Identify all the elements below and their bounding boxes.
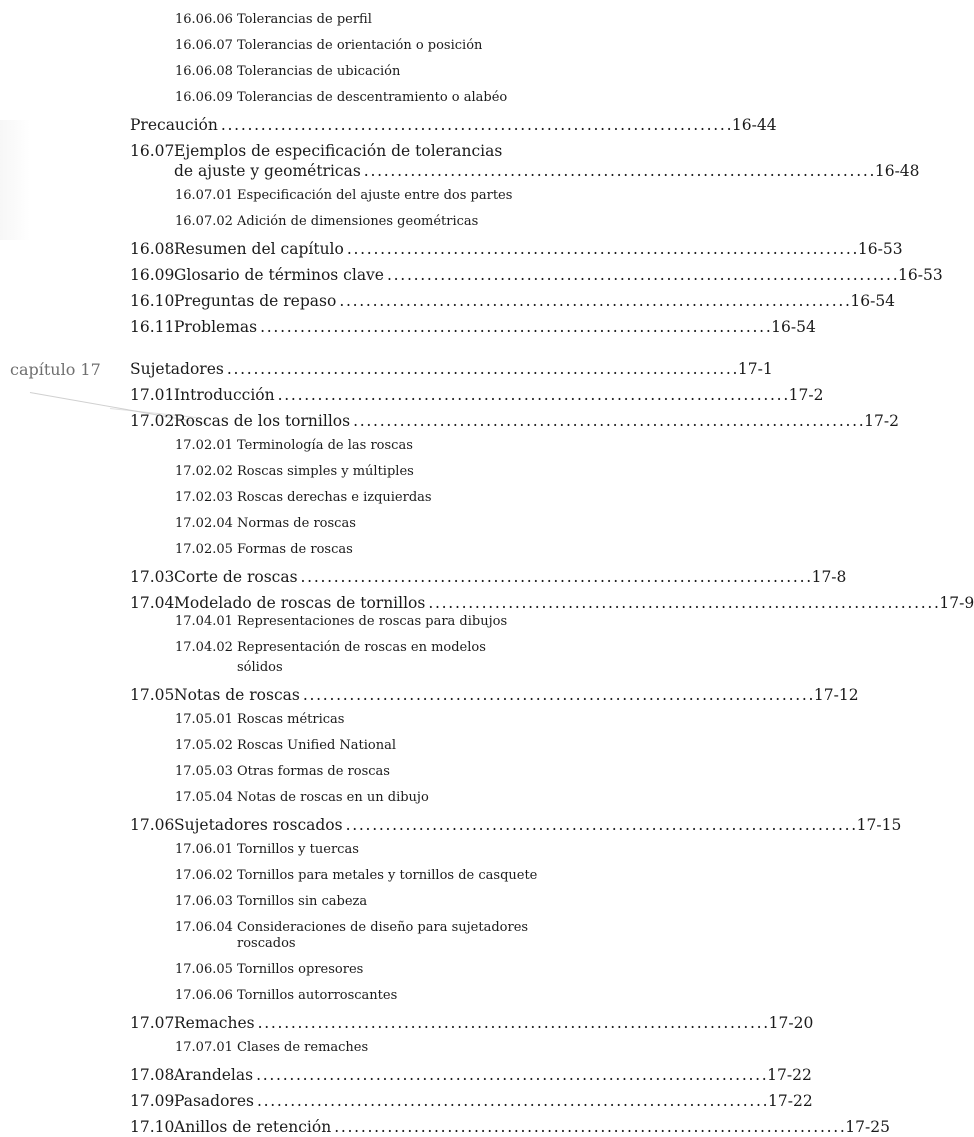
section-title-continuation <box>237 660 283 676</box>
toc-entry[interactable] <box>130 142 586 161</box>
continuation-text: roscados <box>237 936 296 951</box>
page-number: 17-15 <box>856 816 902 834</box>
section-title: Adición de dimensiones geométricas <box>237 214 479 229</box>
page-number: 16-48 <box>874 162 920 180</box>
section-number: 16.11 <box>130 318 175 336</box>
toc-entry[interactable] <box>130 1118 890 1137</box>
section-title: Consideraciones de diseño para sujetadores <box>237 920 529 935</box>
toc-subentry[interactable] <box>175 894 586 910</box>
toc-subentry[interactable] <box>175 90 586 106</box>
section-number: 17.01 <box>130 386 175 404</box>
section-title-continuation <box>174 162 920 181</box>
section-title: Sujetadores roscados <box>174 816 343 834</box>
dot-leader <box>221 116 730 135</box>
toc-subentry[interactable] <box>175 764 586 780</box>
section-number: 17.10 <box>130 1118 175 1136</box>
section-title: Arandelas <box>174 1066 254 1084</box>
toc-subentry[interactable] <box>175 188 586 204</box>
section-number: 17.02 <box>130 412 175 430</box>
section-number: 17.08 <box>130 1066 175 1084</box>
section-number: 17.06.03 <box>175 894 233 909</box>
section-title: Tolerancias de ubicación <box>237 64 401 79</box>
section-title: Representación de roscas en modelos <box>237 640 486 655</box>
section-title: Tornillos autorroscantes <box>237 988 398 1003</box>
section-number: 16.06.06 <box>175 12 233 27</box>
toc-subentry[interactable] <box>175 962 586 978</box>
page-number: 17-2 <box>864 412 899 430</box>
section-title: Resumen del capítulo <box>174 240 344 258</box>
toc-entry[interactable] <box>130 360 773 379</box>
section-title: Roscas Unified National <box>237 738 397 753</box>
page-number: 17-9 <box>939 594 974 612</box>
toc-subentry[interactable] <box>175 464 586 480</box>
page-number: 17-2 <box>788 386 824 404</box>
section-number: 17.05 <box>130 686 175 704</box>
section-title: Roscas derechas e izquierdas <box>237 490 432 505</box>
section-number: 17.07 <box>130 1014 175 1032</box>
toc-subentry[interactable] <box>175 712 586 728</box>
section-number: 16.07.02 <box>175 214 233 229</box>
dot-leader <box>364 162 873 181</box>
section-title: Ejemplos de especificación de tolerancias <box>174 142 503 160</box>
continuation-text: sólidos <box>237 660 283 675</box>
section-number: 16.09 <box>130 266 175 284</box>
section-title: Notas de roscas <box>174 686 300 704</box>
toc-subentry[interactable] <box>175 868 586 884</box>
dot-leader <box>256 1066 765 1085</box>
toc-entry[interactable] <box>130 568 847 587</box>
page-number: 17-22 <box>767 1066 812 1084</box>
toc-entry[interactable] <box>130 386 824 405</box>
section-title: Glosario de términos clave <box>174 266 384 284</box>
toc-subentry[interactable] <box>175 490 586 506</box>
toc-subentry[interactable] <box>175 516 586 532</box>
section-title: Introducción <box>174 386 275 404</box>
section-title: Sujetadores <box>130 360 224 378</box>
section-title: Pasadores <box>174 1092 254 1110</box>
dot-leader <box>346 816 855 835</box>
section-title: Precaución <box>130 116 218 134</box>
dot-leader <box>227 360 736 379</box>
page-number: 16-44 <box>731 116 777 134</box>
section-number: 16.06.08 <box>175 64 233 79</box>
page-number: 17-25 <box>845 1118 890 1136</box>
page-number: 17-12 <box>813 686 859 704</box>
page-number: 16-53 <box>898 266 943 284</box>
toc-entry[interactable] <box>130 1066 812 1085</box>
page-number: 17-20 <box>768 1014 814 1032</box>
toc-subentry[interactable] <box>175 214 586 230</box>
page-number: 17-1 <box>737 360 773 378</box>
section-number: 17.06.04 <box>175 920 233 935</box>
dot-leader <box>347 240 856 259</box>
toc-subentry[interactable] <box>175 12 586 28</box>
section-title: Anillos de retención <box>174 1118 332 1136</box>
toc-subentry[interactable] <box>175 438 586 454</box>
section-number: 17.02.03 <box>175 490 233 505</box>
section-number: 17.04.01 <box>175 614 233 629</box>
toc-subentry[interactable] <box>175 614 586 630</box>
toc-subentry[interactable] <box>175 920 586 936</box>
toc-entry[interactable] <box>130 240 903 259</box>
toc-entry[interactable] <box>130 1014 814 1033</box>
section-title: Terminología de las roscas <box>237 438 413 453</box>
section-title: Tolerancias de perfil <box>237 12 372 27</box>
dot-leader <box>257 1092 766 1111</box>
section-title: Roscas simples y múltiples <box>237 464 414 479</box>
toc-subentry[interactable] <box>175 64 586 80</box>
section-number: 17.02.01 <box>175 438 233 453</box>
toc-entry[interactable] <box>130 412 899 431</box>
section-title: Corte de roscas <box>174 568 298 586</box>
toc-subentry[interactable] <box>175 640 586 656</box>
dot-leader <box>258 1014 767 1033</box>
section-number: 16.10 <box>130 292 175 310</box>
toc-entry[interactable] <box>130 116 777 135</box>
section-title-continuation <box>237 936 296 952</box>
toc-entry[interactable] <box>130 1092 813 1111</box>
page-number: 16-54 <box>771 318 816 336</box>
page-number: 16-54 <box>850 292 896 310</box>
scan-smudge <box>0 120 30 240</box>
dot-leader <box>278 386 787 405</box>
section-title: Modelado de roscas de tornillos <box>174 594 426 612</box>
section-number: 17.06.06 <box>175 988 233 1003</box>
section-title: Roscas de los tornillos <box>174 412 351 430</box>
toc-entry[interactable] <box>130 686 859 705</box>
section-number: 17.09 <box>130 1092 175 1110</box>
dot-leader <box>334 1118 843 1137</box>
page-number: 17-8 <box>811 568 847 586</box>
section-title: Tornillos opresores <box>237 962 364 977</box>
section-title: Tornillos para metales y tornillos de casquete <box>237 868 538 883</box>
section-number: 17.02.04 <box>175 516 233 531</box>
section-title: Formas de roscas <box>237 542 353 557</box>
section-number: 17.05.02 <box>175 738 233 753</box>
section-number: 17.05.01 <box>175 712 233 727</box>
toc-subentry[interactable] <box>175 842 586 858</box>
dot-leader <box>301 568 810 587</box>
dot-leader <box>260 318 769 337</box>
section-title: Otras formas de roscas <box>237 764 390 779</box>
toc-entry[interactable] <box>130 266 943 285</box>
section-number: 17.04 <box>130 594 175 612</box>
section-title: Normas de roscas <box>237 516 356 531</box>
dot-leader <box>303 686 812 705</box>
section-number: 16.07.01 <box>175 188 233 203</box>
section-number: 17.02.05 <box>175 542 233 557</box>
toc-entry[interactable] <box>130 594 974 613</box>
section-title: Representaciones de roscas para dibujos <box>237 614 508 629</box>
section-number: 17.06.02 <box>175 868 233 883</box>
page-number: 16-53 <box>857 240 903 258</box>
toc-entry[interactable] <box>130 292 896 311</box>
section-title: Tornillos sin cabeza <box>237 894 368 909</box>
section-title: Notas de roscas en un dibujo <box>237 790 429 805</box>
section-title: Roscas métricas <box>237 712 345 727</box>
dot-leader <box>387 266 896 285</box>
section-number: 17.05.03 <box>175 764 233 779</box>
section-title: Especificación del ajuste entre dos partes <box>237 188 513 203</box>
dot-leader <box>428 594 937 613</box>
section-number: 17.02.02 <box>175 464 233 479</box>
section-number: 17.05.04 <box>175 790 233 805</box>
section-title: Preguntas de repaso <box>174 292 337 310</box>
section-number: 16.06.09 <box>175 90 233 105</box>
toc-entry[interactable] <box>130 816 902 835</box>
toc-subentry[interactable] <box>175 790 586 806</box>
section-number: 17.07.01 <box>175 1040 233 1055</box>
toc-subentry[interactable] <box>175 38 586 54</box>
section-title: Problemas <box>174 318 258 336</box>
toc-subentry[interactable] <box>175 542 586 558</box>
dot-leader <box>353 412 862 431</box>
section-title: Remaches <box>174 1014 255 1032</box>
section-number: 16.06.07 <box>175 38 233 53</box>
continuation-text: de ajuste y geométricas <box>174 162 361 180</box>
toc-subentry[interactable] <box>175 738 586 754</box>
toc-subentry[interactable] <box>175 988 586 1004</box>
toc-subentry[interactable] <box>175 1040 586 1056</box>
section-title: Clases de remaches <box>237 1040 369 1055</box>
section-number: 16.07 <box>130 142 175 160</box>
section-number: 17.06 <box>130 816 175 834</box>
section-number: 17.06.05 <box>175 962 233 977</box>
section-number: 16.08 <box>130 240 175 258</box>
section-title: Tornillos y tuercas <box>237 842 359 857</box>
chapter-label: capítulo 17 <box>10 360 101 379</box>
section-number: 17.04.02 <box>175 640 233 655</box>
toc-entry[interactable] <box>130 318 816 337</box>
section-title: Tolerancias de descentramiento o alabéo <box>237 90 508 105</box>
section-title: Tolerancias de orientación o posición <box>237 38 483 53</box>
section-number: 17.06.01 <box>175 842 233 857</box>
page-number: 17-22 <box>768 1092 813 1110</box>
dot-leader <box>339 292 848 311</box>
section-number: 17.03 <box>130 568 175 586</box>
